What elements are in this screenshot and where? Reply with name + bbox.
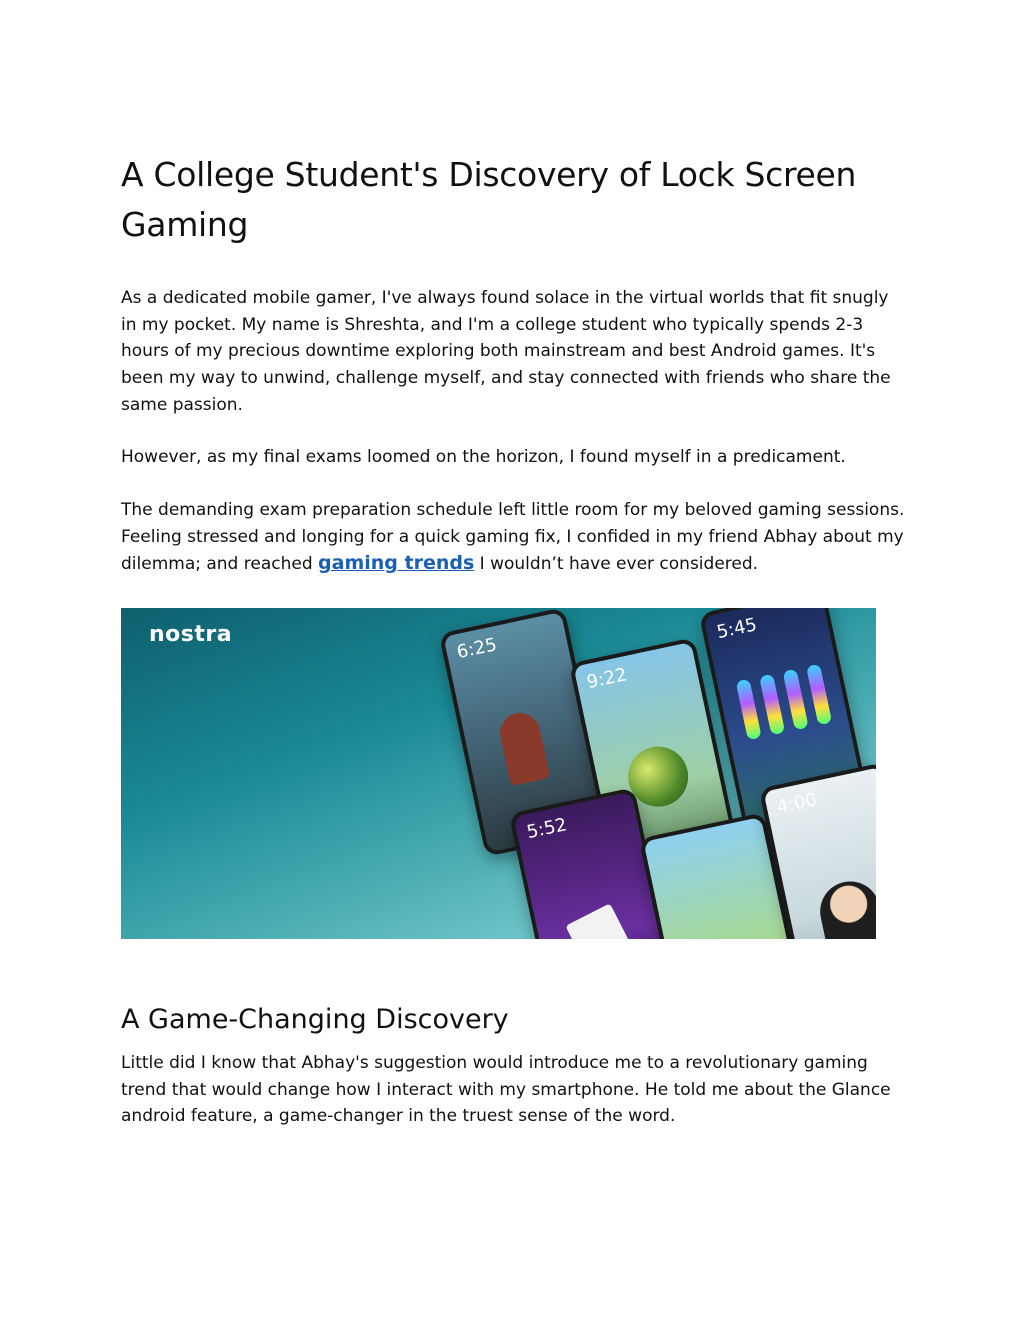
- superhero-figure: [496, 709, 550, 786]
- discovery-paragraph: Little did I know that Abhay's suggestion would introduce me to a revolutionary gaming trend that would change how I interact with my smartphone. He told me about the Glance android feature, a game-changer in the truest sense of the word.: [121, 1053, 891, 1127]
- phone-clock: 9:22: [584, 664, 629, 694]
- section-heading: A Game-Changing Discovery: [121, 1004, 509, 1035]
- nostra-logo: nostra: [149, 622, 233, 647]
- phone-clock: 6:25: [454, 634, 499, 664]
- article-title: A College Student's Discovery of Lock Screen Gaming: [121, 155, 857, 244]
- sort-tube: [736, 679, 762, 741]
- nostra-hero-image: [121, 608, 876, 939]
- playing-cards: [565, 903, 637, 939]
- sort-tube: [806, 664, 832, 726]
- sheep-game-logo: [683, 914, 770, 939]
- phone-clock: 5:45: [714, 614, 759, 644]
- phone-clock: 5:52: [524, 814, 569, 844]
- sort-tube: [759, 674, 785, 736]
- dilemma-text-start: The demanding exam preparation schedule left little room for my beloved gaming sessions. Feeling stressed and longing for a quick gaming fix, I confided in my friend Abhay about my dilemma; and reached: [121, 500, 905, 575]
- exam-paragraph: However, as my final exams loomed on the horizon, I found myself in a predicament.: [121, 447, 846, 467]
- intro-paragraph: As a dedicated mobile gamer, I've always found solace in the virtual worlds that fit snugly in my pocket. My name is Shreshta, and I'm a college student who typically spends 2-3 hours of my precious downtime exploring both mainstream and best Android games. It's been my way to unwind, challenge myself, and stay connected with friends who share the same passion.: [121, 288, 891, 415]
- sort-tube: [783, 669, 809, 731]
- ninja-character: [815, 876, 876, 939]
- gaming-trends-link[interactable]: gaming trends: [318, 552, 475, 575]
- phone-clock: 4:00: [774, 789, 819, 819]
- dilemma-text-end: I wouldn’t have ever considered.: [474, 554, 759, 575]
- dilemma-paragraph: [121, 497, 906, 578]
